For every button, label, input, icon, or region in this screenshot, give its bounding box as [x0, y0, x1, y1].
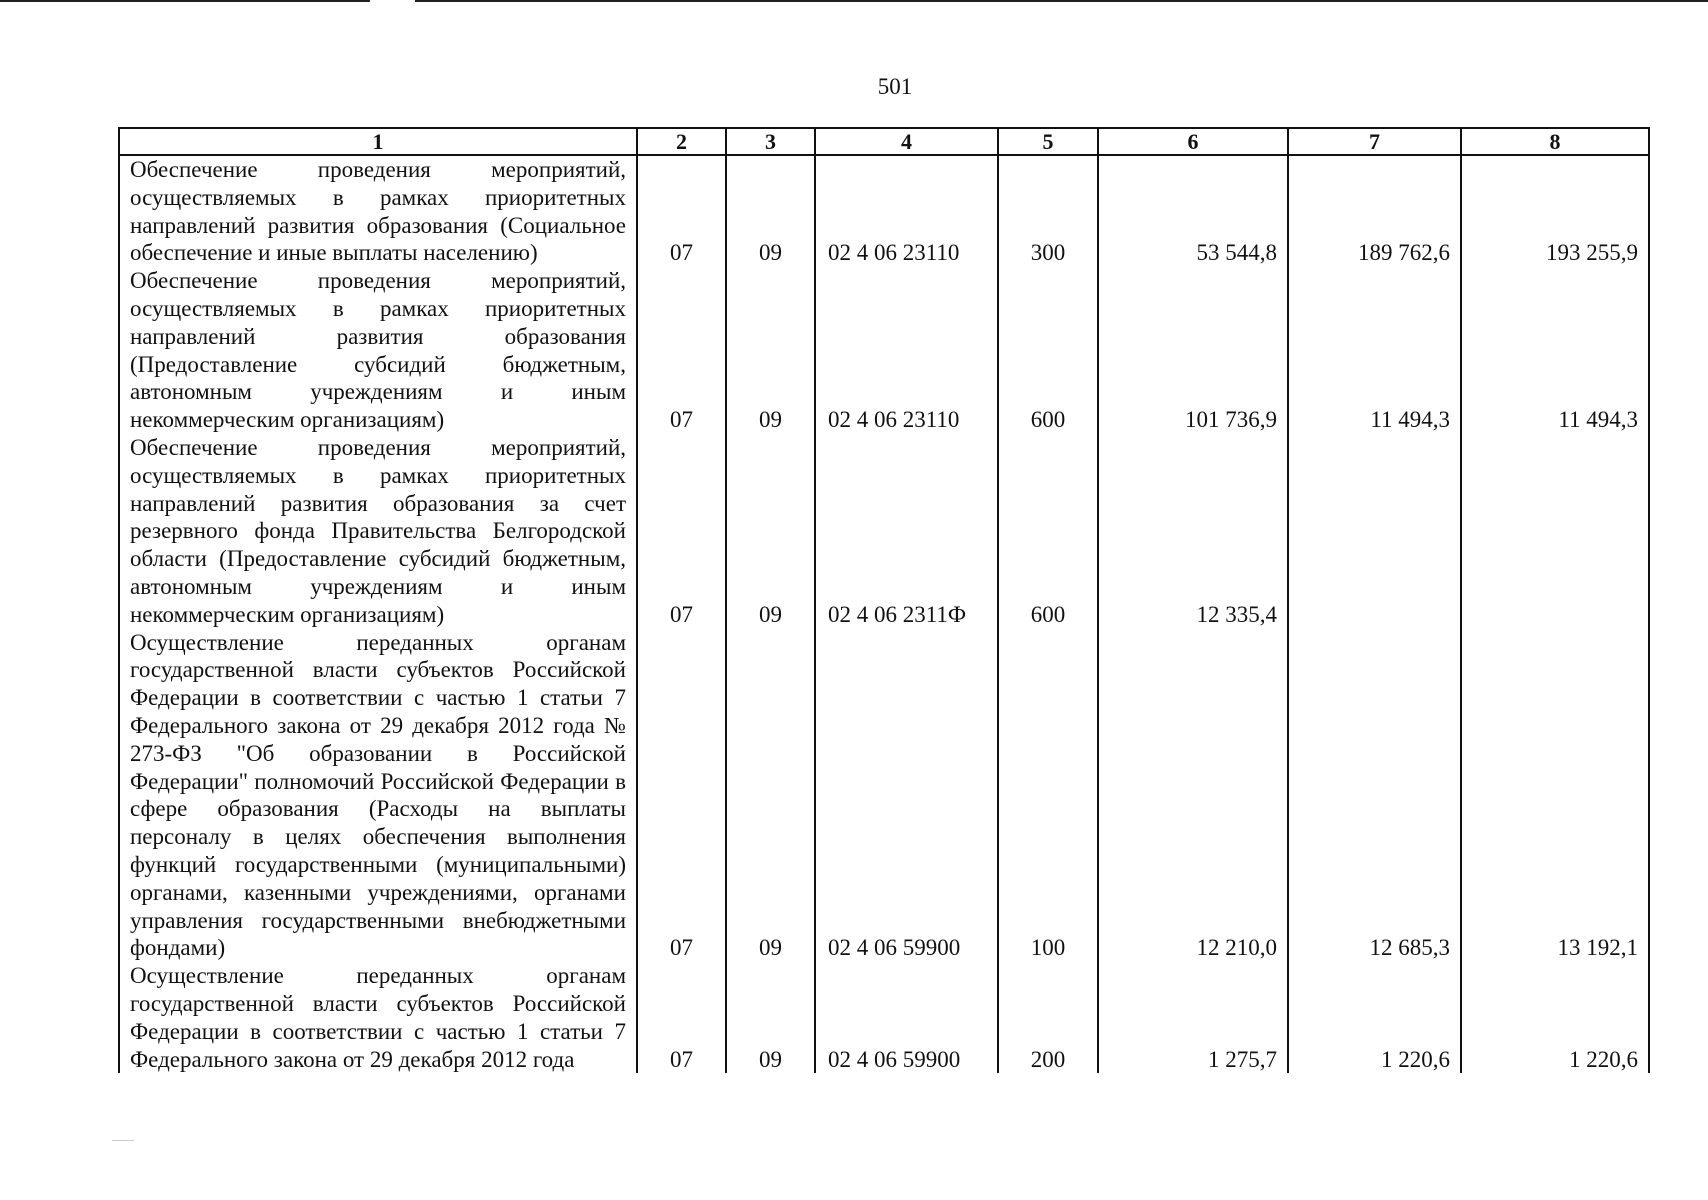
row-subsection: 09	[726, 434, 815, 629]
row-sum-3: 1 220,6	[1461, 962, 1649, 1073]
row-expense-type: 600	[998, 267, 1098, 434]
row-subsection: 09	[726, 267, 815, 434]
row-section: 07	[637, 434, 726, 629]
row-target-article: 02 4 06 59900	[815, 629, 998, 963]
row-subsection: 09	[726, 629, 815, 963]
row-sum-1: 101 736,9	[1098, 267, 1288, 434]
column-header-6: 6	[1098, 128, 1288, 155]
row-description: Осуществление переданных органам государственной власти субъектов Российской Федерации в соответствии с частью 1 статьи 7 Федерального закона от 29 декабря 2012 года	[119, 962, 637, 1073]
row-section: 07	[637, 629, 726, 963]
page-number: 501	[877, 74, 913, 99]
column-header-3: 3	[726, 128, 815, 155]
column-header-1: 1	[119, 128, 637, 155]
page-top-rule-left	[0, 0, 370, 2]
table-row	[119, 267, 1649, 434]
row-section: 07	[637, 155, 726, 267]
budget-table	[118, 127, 1650, 1073]
row-sum-1: 53 544,8	[1098, 155, 1288, 267]
table-row	[119, 155, 1649, 267]
row-sum-3: 11 494,3	[1461, 267, 1649, 434]
column-header-5: 5	[998, 128, 1098, 155]
row-description: Обеспечение проведения мероприятий, осуществляемых в рамках приоритетных направлений развития образования (Предоставление субсидий бюджетным, автономным учреждениям и иным некоммерческим организациям)	[119, 267, 637, 434]
row-section: 07	[637, 267, 726, 434]
row-expense-type: 200	[998, 962, 1098, 1073]
row-target-article: 02 4 06 2311Ф	[815, 434, 998, 629]
row-expense-type: 600	[998, 434, 1098, 629]
row-target-article: 02 4 06 23110	[815, 267, 998, 434]
row-description: Обеспечение проведения мероприятий, осуществляемых в рамках приоритетных направлений развития образования (Социальное обеспечение и иные выплаты населению)	[119, 155, 637, 267]
row-sum-1: 1 275,7	[1098, 962, 1288, 1073]
column-header-8: 8	[1461, 128, 1649, 155]
row-sum-2: 11 494,3	[1288, 267, 1461, 434]
row-section: 07	[637, 962, 726, 1073]
table-row	[119, 962, 1649, 1073]
table-row	[119, 434, 1649, 629]
row-subsection: 09	[726, 962, 815, 1073]
row-sum-2: 189 762,6	[1288, 155, 1461, 267]
row-sum-3: 193 255,9	[1461, 155, 1649, 267]
row-sum-1: 12 335,4	[1098, 434, 1288, 629]
row-sum-2: 12 685,3	[1288, 629, 1461, 963]
row-sum-2: 1 220,6	[1288, 962, 1461, 1073]
row-target-article: 02 4 06 59900	[815, 962, 998, 1073]
row-subsection: 09	[726, 155, 815, 267]
row-sum-3	[1461, 434, 1649, 629]
row-sum-1: 12 210,0	[1098, 629, 1288, 963]
table-header-row	[119, 128, 1649, 155]
row-description: Осуществление переданных органам государственной власти субъектов Российской Федерации в соответствии с частью 1 статьи 7 Федерального закона от 29 декабря 2012 года № 273-ФЗ "Об образовании в Российской Федерации" полномочий Российской Федерации в сфере образования (Расходы на выплаты персоналу в целях обеспечения выполнения функций государственными (муниципальными) органами, казенными учреждениями, органами управления государственными внебюджетными фондами)	[119, 629, 637, 963]
row-sum-2	[1288, 434, 1461, 629]
row-expense-type: 300	[998, 155, 1098, 267]
column-header-4: 4	[815, 128, 998, 155]
row-description: Обеспечение проведения мероприятий, осуществляемых в рамках приоритетных направлений развития образования за счет резервного фонда Правительства Белгородской области (Предоставление субсидий бюджетным, автономным учреждениям и иным некоммерческим организациям)	[119, 434, 637, 629]
column-header-7: 7	[1288, 128, 1461, 155]
column-header-2: 2	[637, 128, 726, 155]
page-top-rule-right	[415, 0, 1708, 2]
row-sum-3: 13 192,1	[1461, 629, 1649, 963]
row-target-article: 02 4 06 23110	[815, 155, 998, 267]
table-row	[119, 629, 1649, 963]
row-expense-type: 100	[998, 629, 1098, 963]
page-corner-mark	[112, 1140, 134, 1141]
